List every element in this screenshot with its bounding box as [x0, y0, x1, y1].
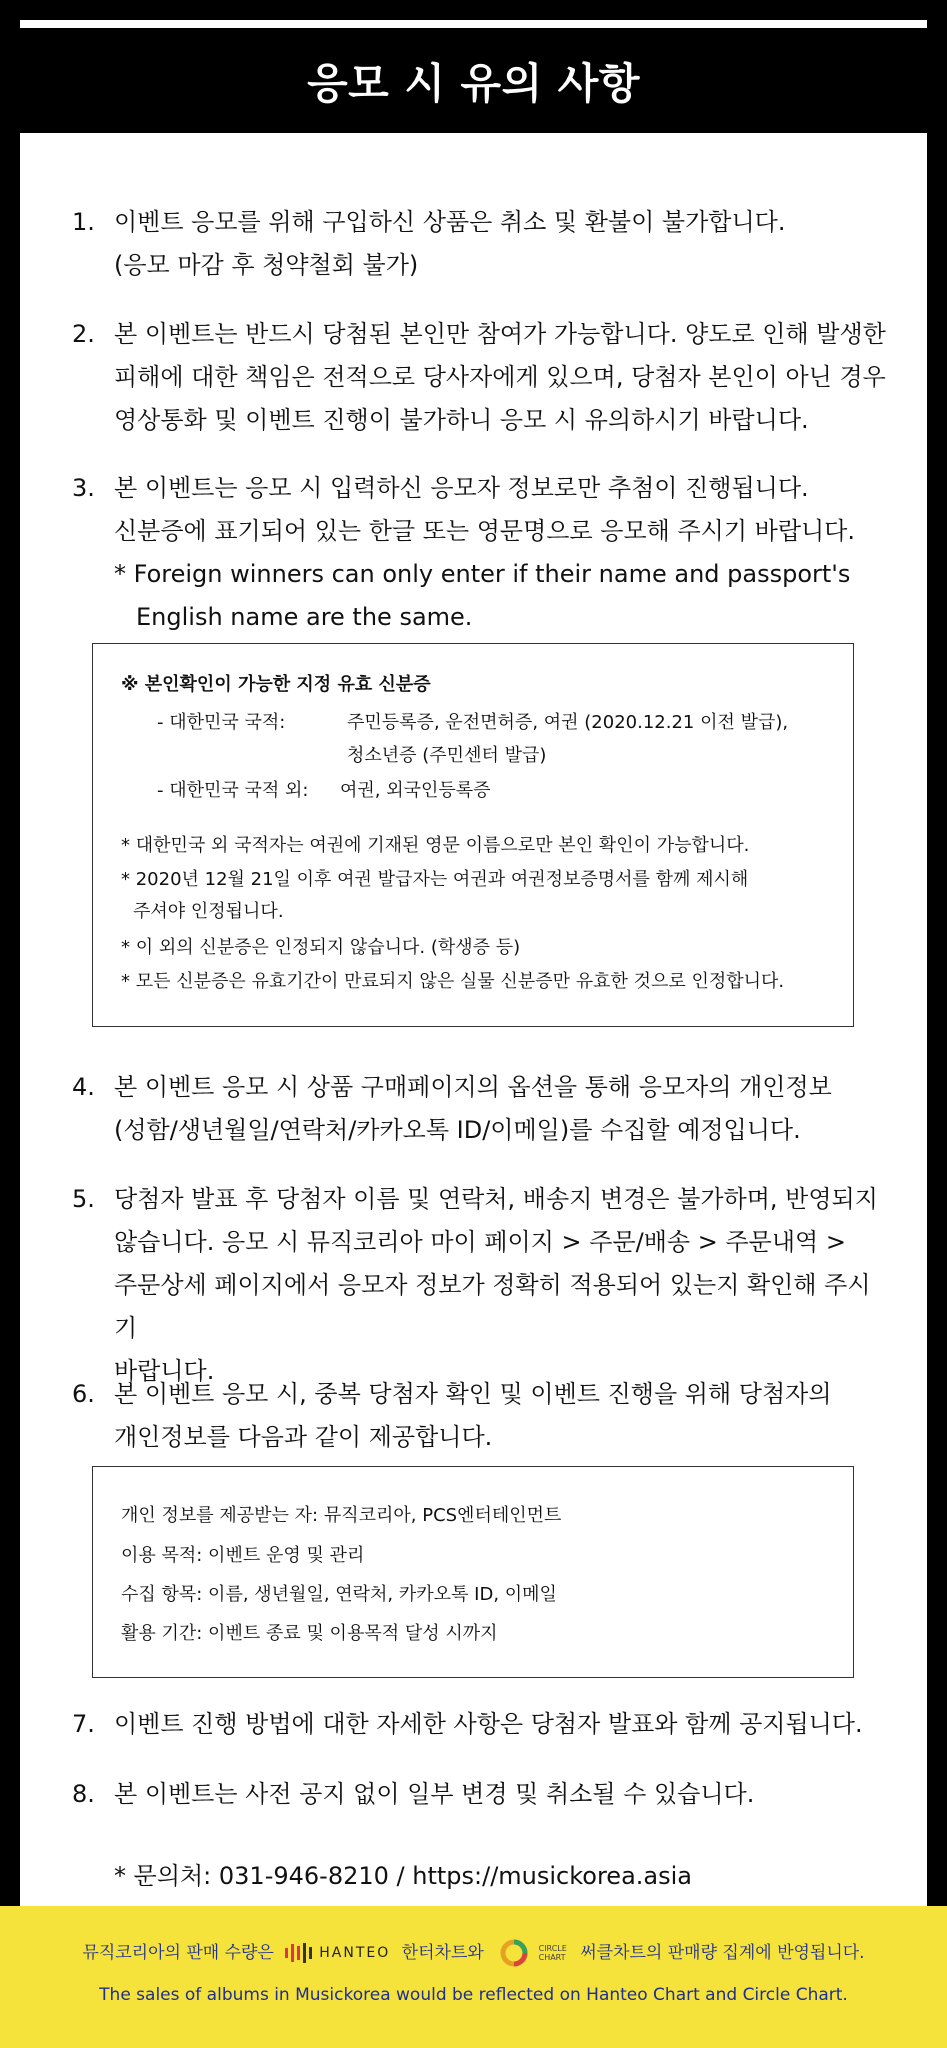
notice-item-2 [72, 313, 887, 442]
korean-nationality-value-cont: 청소년증 (주민센터 발급) [347, 745, 547, 766]
privacy-info-box [92, 1466, 854, 1678]
notice-item-1 [72, 201, 887, 287]
footer-text-before: 뮤직코리아의 판매 수량은 [82, 1943, 274, 1963]
privacy-purpose: 이용 목적: 이벤트 운영 및 관리 [121, 1545, 365, 1566]
item-line: 피해에 대한 책임은 전적으로 당사자에게 있으며, 당첨자 본인이 아닌 경우 [114, 363, 886, 391]
circle-chart-icon [499, 1938, 529, 1968]
item-line: 바랍니다. [114, 1357, 215, 1385]
id-box-heading: ※ 본인확인이 가능한 지정 유효 신분증 [121, 674, 431, 695]
notice-item-4 [72, 1066, 887, 1152]
foreign-nationality-value: 여권, 외국인등록증 [340, 780, 491, 801]
notice-body [20, 133, 927, 1906]
footer-text-middle: 한터차트와 [401, 1943, 484, 1963]
header [0, 28, 947, 133]
page-title: 응모 시 유의 사항 [307, 58, 640, 108]
item-line: * Foreign winners can only enter if their name and passport's [114, 560, 851, 588]
notice-item-8 [72, 1773, 887, 1816]
id-note: * 대한민국 외 국적자는 여권에 기재된 영문 이름으로만 본인 확인이 가능합니다. [121, 835, 750, 856]
footer-english-line: The sales of albums in Musickorea would be reflected on Hanteo Chart and Circle Chart. [99, 1985, 848, 2005]
circle-chart-logo-text [539, 1944, 567, 1962]
item-line: 영상통화 및 이벤트 진행이 불가하니 응모 시 유의하시기 바랍니다. [114, 406, 809, 434]
hanteo-logo-text: HANTEO [319, 1945, 391, 1961]
item-line: 본 이벤트는 응모 시 입력하신 응모자 정보로만 추첨이 진행됩니다. [114, 474, 809, 502]
notice-item-6 [72, 1373, 887, 1459]
notice-item-5 [72, 1178, 887, 1393]
notice-item-7 [72, 1703, 887, 1746]
circle-logo-line-2: CHART [538, 1953, 566, 1962]
korean-nationality-value: 주민등록증, 운전면허증, 여권 (2020.12.21 이전 발급), [347, 712, 789, 733]
item-line: (성함/생년월일/연락처/카카오톡 ID/이메일)를 수집할 예정입니다. [114, 1116, 801, 1144]
id-note: 주셔야 인정됩니다. [133, 901, 284, 922]
footer-banner [0, 1906, 947, 2048]
korean-nationality-label: - 대한민국 국적: [157, 712, 286, 733]
footer-korean-line [0, 1938, 947, 1968]
item-line: 개인정보를 다음과 같이 제공합니다. [114, 1423, 493, 1451]
item-line: English name are the same. [136, 603, 473, 631]
id-note: * 모든 신분증은 유효기간이 만료되지 않은 실물 신분증만 유효한 것으로 인정합니다. [121, 971, 785, 992]
item-line: 본 이벤트는 반드시 당첨된 본인만 참여가 가능합니다. 양도로 인해 발생한 [114, 320, 886, 348]
item-number: 1. [72, 208, 95, 236]
privacy-recipient: 개인 정보를 제공받는 자: 뮤직코리아, PCS엔터테인먼트 [121, 1505, 562, 1526]
item-line: (응모 마감 후 청약철회 불가) [114, 251, 419, 279]
contact-info: * 문의처: 031-946-8210 / https://musickorea.asia [114, 1862, 692, 1890]
privacy-period: 활용 기간: 이벤트 종료 및 이용목적 달성 시까지 [121, 1623, 498, 1644]
item-number: 7. [72, 1710, 95, 1738]
foreign-nationality-label: - 대한민국 국적 외: [157, 780, 309, 801]
item-line: 본 이벤트 응모 시, 중복 당첨자 확인 및 이벤트 진행을 위해 당첨자의 [114, 1380, 832, 1408]
item-line: 않습니다. 응모 시 뮤직코리아 마이 페이지 > 주문/배송 > 주문내역 > [114, 1228, 846, 1256]
item-number: 2. [72, 320, 95, 348]
item-number: 5. [72, 1185, 95, 1213]
item-line: 본 이벤트 응모 시 상품 구매페이지의 옵션을 통해 응모자의 개인정보 [114, 1073, 832, 1101]
item-number: 6. [72, 1380, 95, 1408]
item-number: 8. [72, 1780, 95, 1808]
item-line: 이벤트 진행 방법에 대한 자세한 사항은 당첨자 발표와 함께 공지됩니다. [114, 1710, 863, 1738]
item-number: 3. [72, 474, 95, 502]
id-note: * 이 외의 신분증은 인정되지 않습니다. (학생증 등) [121, 937, 521, 958]
id-requirements-box [92, 643, 854, 1027]
item-line: 이벤트 응모를 위해 구입하신 상품은 취소 및 환불이 불가합니다. [114, 208, 786, 236]
privacy-items: 수집 항목: 이름, 생년월일, 연락처, 카카오톡 ID, 이메일 [121, 1584, 557, 1605]
item-line: 신분증에 표기되어 있는 한글 또는 영문명으로 응모해 주시기 바랍니다. [114, 517, 855, 545]
id-note: * 2020년 12월 21일 이후 여권 발급자는 여권과 여권정보증명서를 함께 제시해 [121, 869, 749, 890]
item-line: 당첨자 발표 후 당첨자 이름 및 연락처, 배송지 변경은 불가하며, 반영되지 [114, 1185, 878, 1213]
item-number: 4. [72, 1073, 95, 1101]
top-divider [20, 20, 927, 28]
hanteo-logo [285, 1943, 390, 1963]
footer-text-after: 써클차트의 판매량 집계에 반영됩니다. [580, 1943, 865, 1963]
circle-logo-line-1: CIRCLE [538, 1944, 567, 1953]
item-line: 주문상세 페이지에서 응모자 정보가 정확히 적용되어 있는지 확인해 주시기 [114, 1271, 871, 1342]
item-line: 본 이벤트는 사전 공지 없이 일부 변경 및 취소될 수 있습니다. [114, 1780, 755, 1808]
notice-item-3 [72, 467, 887, 639]
